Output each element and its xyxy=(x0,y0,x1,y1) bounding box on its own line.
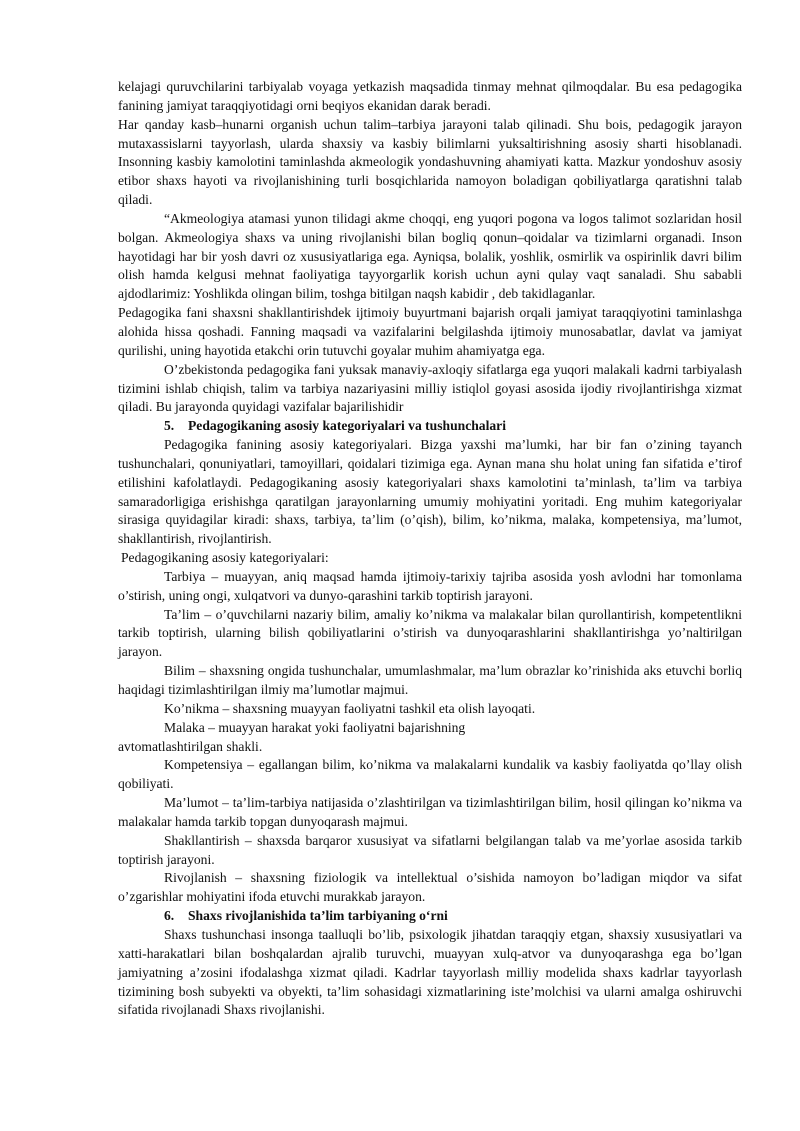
definition-paragraph: Rivojlanish – shaxsning fiziologik va intellektual o’sishida namoyon bo’ladigan miqdor va sifat o’zgarishlar mohiyatini ifoda etuvchi murakkab jarayon. xyxy=(118,870,742,905)
definition-paragraph: Kompetensiya – egallangan bilim, ko’nikma va malakalarni kundalik va kasbiy faoliyatda qo’llay olish qobiliyati. xyxy=(118,757,742,792)
heading-number: 5. xyxy=(164,418,175,434)
paragraph: O’zbekistonda pedagogika fani yuksak manaviy-axloqiy sifatlarga ega yuqori malakali kadrni tarbiyalash tizimini ishlab chiqish, talim va tarbiya nazariyasini milliy istiqlol goyasi asosida ijodiy rivojlantirishga xizmat qiladi. Bu jarayonda quyidagi vazifalar bajarilishidir xyxy=(118,361,742,415)
definition-paragraph: Shakllantirish – shaxsda barqaror xususiyat va sifatlarni belgilangan talab va me’yorlae asosida tarkib toptirish jarayoni. xyxy=(118,832,742,867)
section-heading-6 xyxy=(118,907,742,926)
paragraph: Pedagogika fanining asosiy kategoriyalari. Bizga yaxshi ma’lumki, har bir fan o’zining tayanch tushunchalari, qonuniyatlari, tamoyillari, qoidalari tizimiga ega. Aynan mana shu holat uning fan sifatida e’tirof etilishini kafolatlaydi. Pedagogikaning asosiy kategoriyalari shaxs kamolotini ta’minlash, ta’lim va tarbiya samaradorligiga erishishga qaratilgan jarayonlarning umumiy mohiyatini yoritadi. Eng muhim kategoriyalar sirasiga quyidagilar kiradi: shaxs, tarbiya, ta’lim (o’qish), bilim, ko’nikma, malaka, kompetensiya, ma’lumot, shakllantirish, rivojlantirish. xyxy=(118,437,742,547)
definition-paragraph: Ta’lim – o’quvchilarni nazariy bilim, amaliy ko’nikma va malakalar bilan qurollantirish, kompetentlikni tarkib toptirish, ularning bilish qobiliyatlarini o’stirish va dunyoqarashlarini shakllantirishga yo’naltirilgan jarayon. xyxy=(118,606,742,660)
section-heading-5 xyxy=(118,417,742,436)
definition-paragraph: Ma’lumot – ta’lim-tarbiya natijasida o’zlashtirilgan va tizimlashtirilgan bilim, hosil qilingan ko’nikma va malakalar hamda tarkib topgan dunyoqarash majmui. xyxy=(118,795,742,829)
definition-paragraph: Tarbiya – muayyan, aniq maqsad hamda ijtimoiy-tarixiy tajriba asosida yosh avlodni har tomonlama o’stirish, uning ongi, xulqatvori va dunyo-qarashini tarkib toptirish jarayoni. xyxy=(118,568,742,603)
heading-number: 6. xyxy=(164,908,175,924)
paragraph: Pedagogika fani shaxsni shakllantirishdek ijtimoiy buyurtmani bajarish orqali jamiyat taraqqiyotini taminlashga alohida hissa qoshadi. Fanning maqsadi va vazifalarini belgilashda ijtimoiy munosabatlar, davlat va jamiyat qurilishi, uning hayotida etakchi orin tutuvchi goyalar muhim ahamiyatga ega. xyxy=(118,305,742,358)
definition-paragraph: Ko’nikma – shaxsning muayyan faoliyatni tashkil eta olish layoqati. xyxy=(164,700,536,716)
paragraph: “Akmeologiya atamasi yunon tilidagi akme choqqi, eng yuqori pogona va logos talimot sozlaridan hosil bolgan. Akmeologiya shaxs va uning rivojlanishi bilan bogliq qonun–qoidalar va tizimlarni organadi. Inson hayotidagi har bir yosh davri oz xususiyatlariga ega. Ayniqsa, bolalik, yoshlik, osmirlik va ospirinlik davri bilim olish hamda kelgusi mehnat faoliyatiga tayyorgarlik korish uchun ayni qulay vaqt sanaladi. Shu sababli ajdodlarimiz: Yoshlikda olingan bilim, toshga bitilgan naqsh kabidir , deb takidlaganlar. xyxy=(118,210,742,302)
document-page xyxy=(118,78,742,1020)
paragraph: Shaxs tushunchasi insonga taalluqli bo’lib, psixologik jihatdan taraqqiy etgan, shaxsiy xususiyatlari va xatti-harakatlari bilan boshqalardan ajralib turuvchi, muayyan xulq-atvor va dunyoqarashga ega bo’lgan jamiyatning a’zosini ifodalashga xizmat qiladi. Kadrlar tayyorlash milliy modelida shaxs kadrlar tayyorlash tizimining bosh subyekti va obyekti, ta’lim sohasidagi xizmatlarining iste’molchisi va ularni amalga oshiruvchi sifatida rivojlanadi Shaxs rivojlanishi. xyxy=(118,926,742,1018)
definition-paragraph-continued: avtomatlashtirilgan shakli. xyxy=(118,738,263,754)
paragraph: Har qanday kasb–hunarni organish uchun talim–tarbiya jarayoni talab qilinadi. Shu bois, pedagogik jarayon mutaxassislarni tayyorlash, ularda shaxsiy va kasbiy bilimlarni yuksaltirishning asosiy sharti hisoblanadi. Insonning kasbiy kamolotini taminlashda akmeologik yondashuvning ahamiyati katta. Mazkur yondoshuv asosiy etibor shaxs hayoti va rivojlanishining turli bosqichlarida namoyon boladigan qobiliyatlarga qaratishni talab qiladi. xyxy=(118,116,742,208)
paragraph: Pedagogikaning asosiy kategoriyalari: xyxy=(121,550,329,566)
heading-text: Shaxs rivojlanishida ta’lim tarbiyaning o‘rni xyxy=(188,908,448,924)
heading-text: Pedagogikaning asosiy kategoriyalari va tushunchalari xyxy=(188,418,506,434)
definition-paragraph: Bilim – shaxsning ongida tushunchalar, umumlashmalar, ma’lum obrazlar ko’rinishida aks etuvchi borliq haqidagi tizimlashtirilgan ilmiy ma’lumotlar majmui. xyxy=(118,663,742,697)
paragraph: kelajagi quruvchilarini tarbiyalab voyaga yetkazish maqsadida tinmay mehnat qilmoqdalar. Bu esa pedagogika fanining jamiyat taraqqiyotidagi orni beqiyos ekanidan darak beradi. xyxy=(118,79,742,113)
definition-paragraph: Malaka – muayyan harakat yoki faoliyatni bajarishning xyxy=(164,719,466,735)
